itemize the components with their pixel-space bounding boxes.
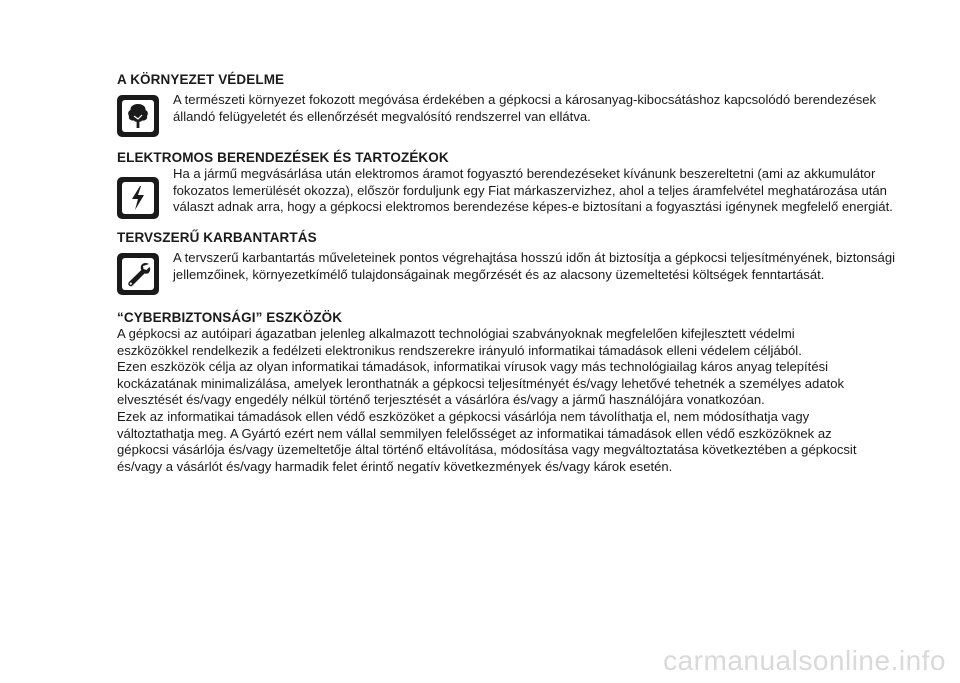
text-line: Ha a jármű megvásárlása után elektromos áramot fogyasztó berendezéseket kívánunk beszereltetni (ami az akkumulátor [173, 166, 876, 181]
text-line: eszközökkel rendelkezik a fedélzeti elektronikus rendszerekre irányuló informatikai támadások elleni védelem céljából. [117, 342, 802, 358]
text-line: kockázatának minimalizálása, amelyek leronthatnák a gépkocsi teljesítményét és/vagy lehetővé tehetnék a személyes adatok [117, 375, 845, 391]
text-line: gépkocsi vásárlója és/vagy üzemeltetője által történő eltávolítása, módosítása vagy megváltoztatása következtében a gépkocsit [117, 442, 857, 458]
text-line: A gépkocsi az autóipari ágazatban jelenleg alkalmazott technológiai szabványoknak megfelelően kifejlesztett védelmi [117, 326, 795, 341]
manual-page [117, 72, 897, 475]
section-maintenance [117, 250, 897, 295]
tree-icon [117, 95, 159, 137]
text-line: állandó felügyeletét és ellenőrzését megvalósító rendszerrel van ellátva. [173, 108, 591, 124]
section-title-environment: A KÖRNYEZET VÉDELME [117, 72, 285, 87]
section-cyber-text [117, 326, 897, 475]
text-line: A természeti környezet fokozott megóvása érdekében a gépkocsi a károsanyag-kibocsátáshoz kapcsolódó berendezések [173, 92, 877, 107]
section-maintenance-text [173, 250, 895, 283]
section-environment-text [173, 92, 876, 125]
wrench-icon [117, 253, 159, 295]
text-line: elvesztését és/vagy engedély nélkül történő terjesztését a vásárlóra és/vagy a jármű használójára vonatkozóan. [117, 392, 765, 408]
watermark: carmanualsonline.info [663, 645, 946, 676]
section-electrical-text [173, 166, 893, 216]
text-line: jellemzőinek, környezetkímélő tulajdonságainak megőrzését és az alacsony üzemeltetési költségek fenntartását. [173, 266, 825, 282]
text-line: A tervszerű karbantartás műveleteinek pontos végrehajtása hosszú időn át biztosítja a gépkocsi teljesítményének, biztonsági [173, 250, 896, 265]
section-title-maintenance: TERVSZERŰ KARBANTARTÁS [117, 230, 317, 245]
section-electrical [117, 166, 897, 219]
text-line: fokozatos lemerülését okozza), először forduljunk egy Fiat márkaszervizhez, ahol a teljes áramfelvétel meghatározása után [173, 182, 887, 198]
text-line: Ezen eszközök célja az olyan informatikai támadások, informatikai vírusok vagy más technológiailag káros anyag telepítési [117, 359, 829, 375]
section-title-electrical: ELEKTROMOS BERENDEZÉSEK ÉS TARTOZÉKOK [117, 150, 449, 165]
text-line: és/vagy a vásárlót és/vagy harmadik felet érintő negatív következmények és/vagy károk esetén. [117, 458, 673, 474]
text-line: választ adnak arra, hogy a gépkocsi elektromos berendezése képes-e biztosítani a fogyasztási igénynek megfelelő energiát. [173, 199, 893, 215]
text-line: változtathatja meg. A Gyártó ezért nem vállal semmilyen felelősséget az informatikai támadások ellen védő eszközöknek az [117, 425, 832, 441]
lightning-icon [117, 177, 159, 219]
section-title-cyber: “CYBERBIZTONSÁGI” ESZKÖZÖK [117, 310, 343, 325]
section-environment [117, 92, 897, 137]
text-line: Ezek az informatikai támadások ellen védő eszközöket a gépkocsi vásárlója nem távolíthatja el, nem módosíthatja vagy [117, 408, 810, 424]
